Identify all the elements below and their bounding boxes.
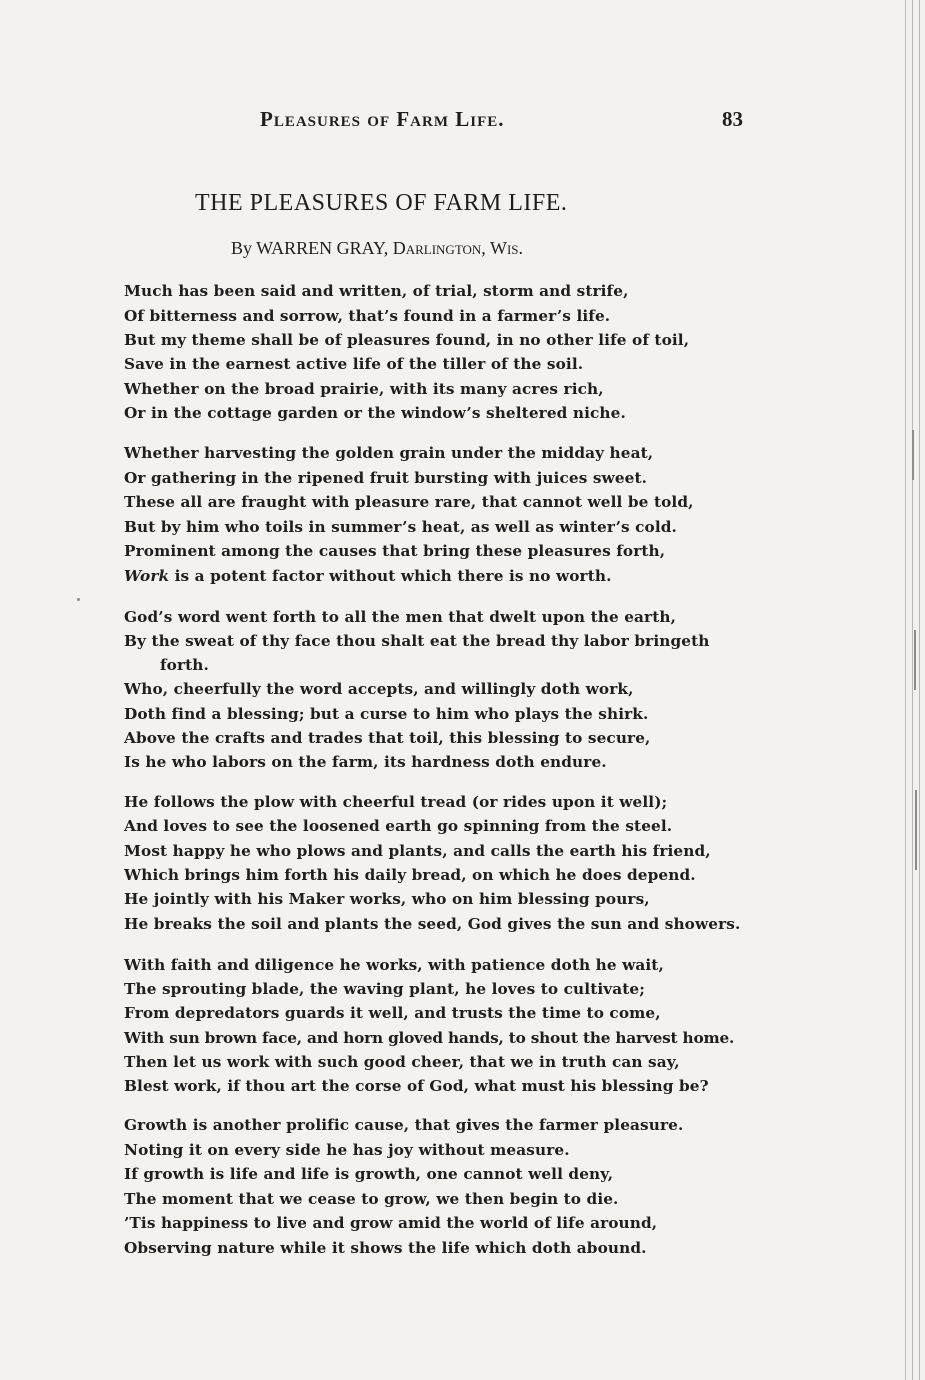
poem-line: Above the crafts and trades that toil, this blessing to secure, (124, 729, 651, 747)
page-edge (905, 0, 906, 1380)
edge-mark (912, 430, 914, 480)
poem-line: Blest work, if thou art the corse of God, what must his blessing be? (124, 1077, 709, 1095)
page-number: 83 (722, 107, 743, 131)
poem-title: THE PLEASURES OF FARM LIFE. (195, 190, 568, 216)
page-edge (919, 0, 920, 1380)
poem-line: Or gathering in the ripened fruit bursting with juices sweet. (124, 469, 648, 487)
running-head (0, 103, 905, 133)
running-head-title: Pleasures of Farm Life. (260, 107, 505, 131)
poem-line: Most happy he who plows and plants, and calls the earth his friend, (124, 842, 711, 860)
poem-line: Doth find a blessing; but a curse to him who plays the shirk. (124, 705, 649, 723)
poem-line: And loves to see the loosened earth go spinning from the steel. (124, 817, 673, 835)
poem-line: But by him who toils in summer’s heat, as well as winter’s cold. (124, 518, 677, 536)
poem-line: He jointly with his Maker works, who on him blessing pours, (124, 890, 650, 908)
edge-mark (914, 630, 916, 690)
poem-line: With faith and diligence he works, with patience doth he wait, (124, 956, 664, 974)
byline-place: Darlington, Wis. (392, 238, 524, 258)
poem-line: Then let us work with such good cheer, that we in truth can say, (124, 1053, 680, 1071)
poem-line: But my theme shall be of pleasures found, in no other life of toil, (124, 331, 690, 349)
poem-line: He breaks the soil and plants the seed, God gives the sun and showers. (124, 915, 741, 933)
poem-line: ’Tis happiness to live and grow amid the world of life around, (124, 1214, 658, 1232)
poem-line (124, 564, 612, 588)
poem-line: Save in the earnest active life of the tiller of the soil. (124, 355, 584, 373)
edge-mark (915, 790, 917, 870)
poem-line-continuation: forth. (160, 656, 209, 674)
poem-line: From depredators guards it well, and trusts the time to come, (124, 1004, 661, 1022)
poem-line: Or in the cottage garden or the window’s sheltered niche. (124, 404, 626, 422)
poem-line-rest: is a potent factor without which there is no worth. (169, 567, 612, 585)
poem-line: By the sweat of thy face thou shalt eat the bread thy labor bringeth (124, 632, 710, 650)
poem-line: Observing nature while it shows the life which doth abound. (124, 1239, 647, 1257)
poem-line: God’s word went forth to all the men that dwelt upon the earth, (124, 608, 677, 626)
poem-line: Much has been said and written, of trial, storm and strife, (124, 282, 629, 300)
poem-line: The moment that we cease to grow, we then begin to die. (124, 1190, 619, 1208)
poem-line: If growth is life and life is growth, one cannot well deny, (124, 1165, 614, 1183)
page-edge (912, 0, 913, 1380)
poem-line: Who, cheerfully the word accepts, and willingly doth work, (124, 680, 634, 698)
poem-line: Prominent among the causes that bring these pleasures forth, (124, 542, 666, 560)
poem-line: Whether on the broad prairie, with its many acres rich, (124, 380, 604, 398)
poem-line: Is he who labors on the farm, its hardness doth endure. (124, 753, 607, 771)
poem-line: He follows the plow with cheerful tread (or rides upon it well); (124, 793, 668, 811)
byline (231, 238, 523, 259)
poem-line: Of bitterness and sorrow, that’s found in a farmer’s life. (124, 307, 611, 325)
poem-line: Noting it on every side he has joy without measure. (124, 1141, 570, 1159)
poem-line: Whether harvesting the golden grain under the midday heat, (124, 444, 654, 462)
byline-author: By WARREN GRAY, (231, 238, 393, 258)
poem-line: Growth is another prolific cause, that gives the farmer pleasure. (124, 1116, 684, 1134)
italic-word: Work (124, 567, 170, 585)
poem-line: The sprouting blade, the waving plant, he loves to cultivate; (124, 980, 646, 998)
ink-speck (77, 598, 80, 601)
poem-line: With sun brown face, and horn gloved hands, to shout the harvest home. (124, 1029, 735, 1047)
poem-line: Which brings him forth his daily bread, on which he does depend. (124, 866, 696, 884)
poem-line: These all are fraught with pleasure rare, that cannot well be told, (124, 493, 694, 511)
